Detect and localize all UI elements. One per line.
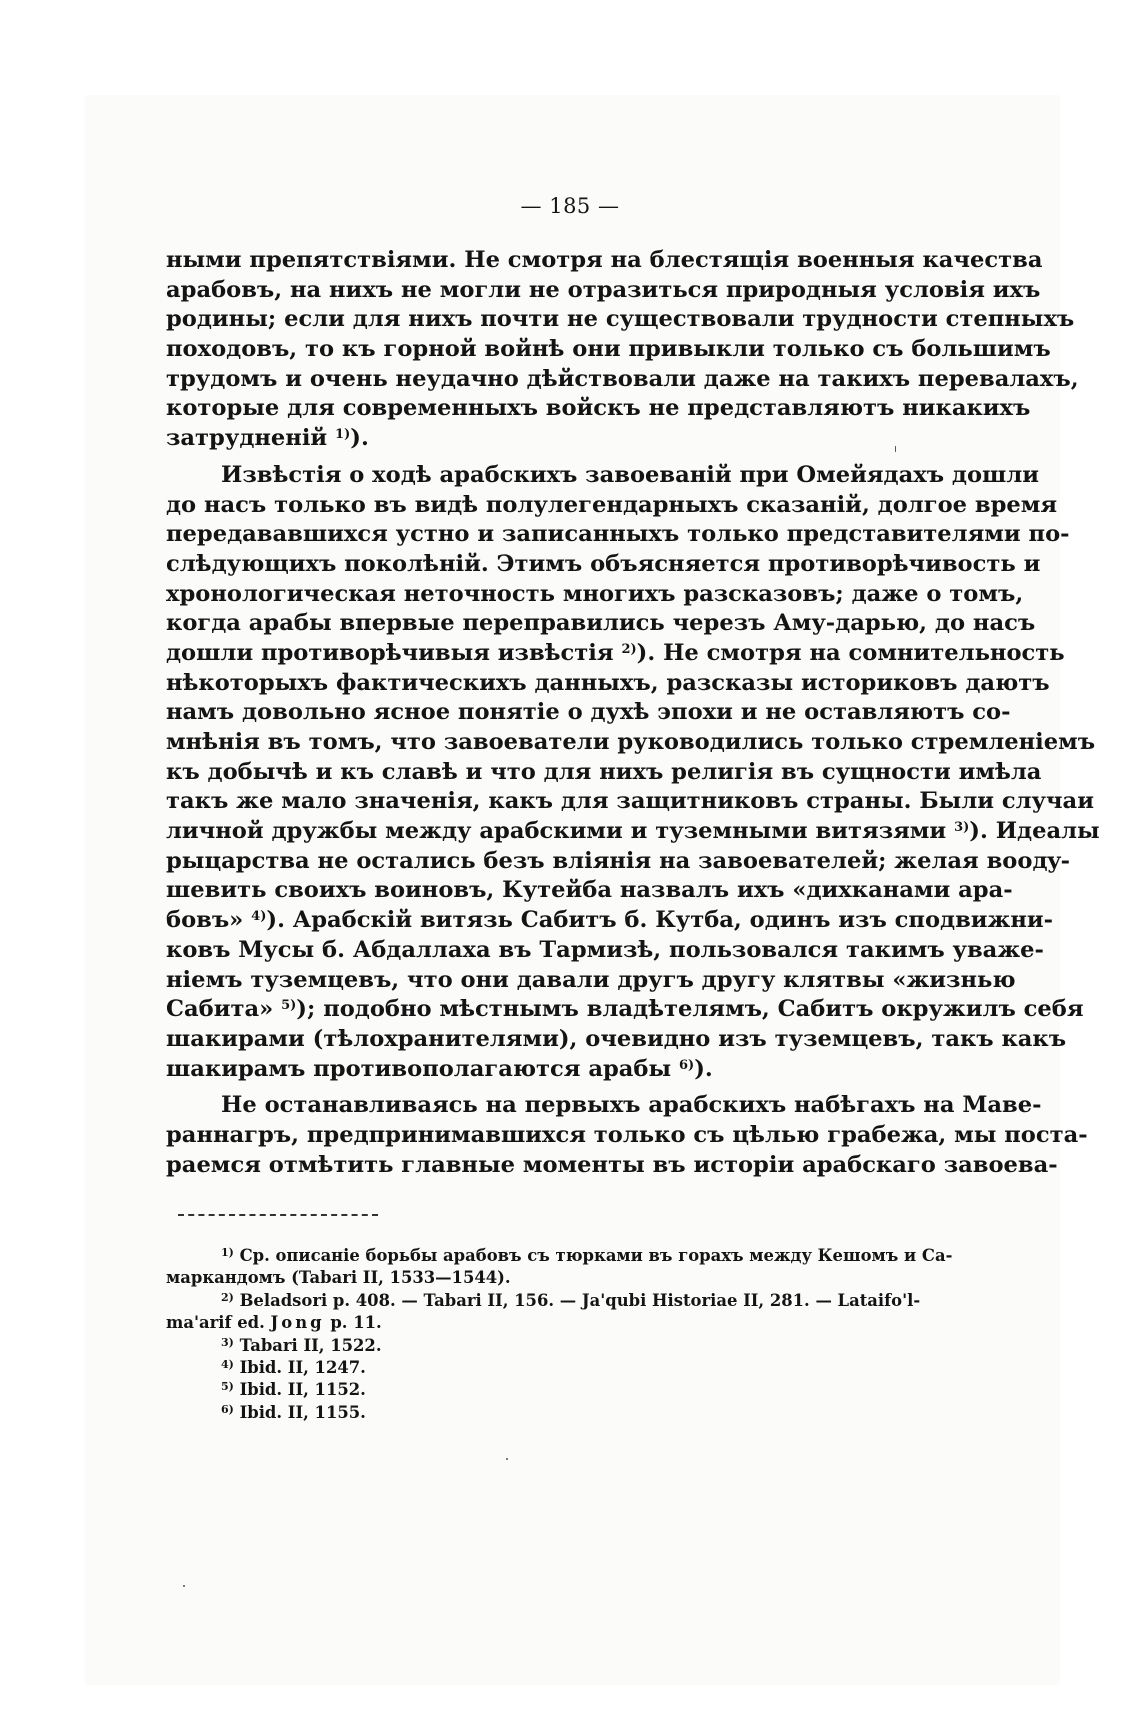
line-text: ). Идеалы xyxy=(969,818,1100,845)
footnote-text: Ibid. II, 1152. xyxy=(239,1380,366,1400)
footnote-3 xyxy=(166,1335,900,1357)
text-line xyxy=(166,639,1065,669)
footnote-ref-3[interactable]: 3) xyxy=(954,820,970,836)
footnote-mark: 3) xyxy=(221,1335,234,1349)
page-number: — 185 — xyxy=(520,194,620,218)
text-line: къ добычѣ и къ славѣ и что для нихъ религія въ сущности имѣла xyxy=(166,758,1042,785)
text-line: до насъ только въ видѣ полулегендарныхъ сказаній, долгое время xyxy=(166,491,1058,518)
text-line: нѣкоторыхъ фактическихъ данныхъ, разсказы историковъ даютъ xyxy=(166,669,1050,696)
line-text: ); подобно мѣстнымъ владѣтелямъ, Сабитъ окружилъ себя xyxy=(296,996,1084,1023)
footnote-5 xyxy=(166,1379,900,1401)
text-line: намъ довольно ясное понятіе о духѣ эпохи и не оставляютъ со- xyxy=(166,699,1011,726)
footnote-mark: 2) xyxy=(221,1290,234,1304)
text-line: шакирами (тѣлохранителями), очевидно изъ туземцевъ, такъ какъ xyxy=(166,1025,1067,1052)
footnote-text: p. 11. xyxy=(330,1313,382,1333)
footnote-ref-1[interactable]: 1) xyxy=(335,427,351,443)
author-name: Jong xyxy=(270,1313,325,1333)
line-text: затрудненій xyxy=(166,425,328,452)
text-line: походовъ, то къ горной войнѣ они привыкли только съ большимъ xyxy=(166,336,1051,363)
footnote-1 xyxy=(166,1245,953,1267)
line-text: ). xyxy=(350,425,369,452)
line-text: бовъ» xyxy=(166,907,244,934)
footnote-6 xyxy=(166,1402,900,1424)
text-line: раемся отмѣтить главные моменты въ исторіи арабскаго завоева- xyxy=(166,1151,1058,1178)
footnote-text: Tabari II, 1522. xyxy=(239,1335,382,1355)
footnote-text: Ibid. II, 1155. xyxy=(239,1402,366,1422)
footnote-ref-4[interactable]: 4) xyxy=(251,909,267,925)
text-line xyxy=(166,817,1100,847)
footnote-ref-6[interactable]: 6) xyxy=(679,1057,695,1073)
text-line: рыцарства не остались безъ вліянія на завоевателей; желая воодy- xyxy=(166,847,1071,874)
footnote-2 xyxy=(166,1290,921,1312)
footnote-mark: 6) xyxy=(221,1402,234,1416)
text-line xyxy=(166,424,900,454)
footnote-2-cont xyxy=(166,1312,900,1334)
footnote-text: Ср. описаніе борьбы арабовъ съ тюрками въ горахъ между Кешомъ и Са- xyxy=(239,1246,953,1265)
footnote-text: Ibid. II, 1247. xyxy=(239,1357,366,1377)
footnote-separator xyxy=(178,1214,378,1216)
line-text: ). Арабскій витязь Сабитъ б. Кутба, одинъ изъ сподвижни- xyxy=(266,907,1054,934)
scan-speck xyxy=(506,1458,508,1460)
text-line: которые для современныхъ войскъ не представляютъ никакихъ xyxy=(166,395,1031,422)
footnote-4 xyxy=(166,1357,900,1379)
text-line: ными препятствіями. Не смотря на блестящія военныя качества xyxy=(166,247,1043,273)
footnote-text: ma'arif ed. xyxy=(166,1313,265,1333)
text-line: мнѣнія въ томъ, что завоеватели руководились только стремленіемъ xyxy=(166,729,1096,755)
footnote-ref-2[interactable]: 2) xyxy=(621,641,637,657)
text-line: арабовъ, на нихъ не могли не отразиться природныя условія ихъ xyxy=(166,276,1041,303)
line-text: ). Не смотря на сомнительность xyxy=(636,639,1065,666)
text-line: слѣдующихъ поколѣній. Этимъ объясняется противорѣчивость и xyxy=(166,550,1041,577)
scan-speck xyxy=(183,1585,185,1587)
footnotes xyxy=(166,1245,953,1424)
text-line: Не останавливаясь на первыхъ арабскихъ набѣгахъ на Мавe- xyxy=(221,1092,1042,1119)
main-text xyxy=(166,246,1100,1180)
footnote-mark: 4) xyxy=(221,1357,234,1371)
footnote-text: Beladsori p. 408. — Tabari II, 156. — Ja'qubi Historiae II, 281. — Lataifo'l- xyxy=(239,1290,921,1310)
text-line: Извѣстія о ходѣ арабскихъ завоеваній при Омейядахъ дошли xyxy=(221,461,1040,488)
line-text: Сабита» xyxy=(166,996,274,1023)
footnote-mark: 5) xyxy=(221,1380,234,1394)
text-line: хронологическая неточность многихъ разсказовъ; даже о томъ, xyxy=(166,580,1024,607)
text-line: трудомъ и очень неудачно дѣйствовали даже на такихъ перевалахъ, xyxy=(166,365,1079,392)
line-text: личной дружбы между арабскими и туземными витязями xyxy=(166,818,947,845)
footnote-ref-5[interactable]: 5) xyxy=(281,998,297,1014)
text-line xyxy=(166,906,1054,936)
line-text: дошли противорѣчивыя извѣстія xyxy=(166,639,614,666)
text-line: родины; если для нихъ почти не существовали трудности степныхъ xyxy=(166,306,1075,333)
text-line xyxy=(166,995,1084,1025)
footnote-mark: 1) xyxy=(221,1246,234,1259)
text-line: ніемъ туземцевъ, что они давали другъ другу клятвы «жизнью xyxy=(166,966,1016,993)
text-line xyxy=(166,1055,900,1085)
text-line: ковъ Мусы б. Абдаллаха въ Тармизѣ, пользовался такимъ уваже- xyxy=(166,936,1044,963)
text-line: шевить своихъ воиновъ, Кутейба назвалъ ихъ «дихканами ара- xyxy=(166,877,1013,904)
line-text: ). xyxy=(694,1055,713,1082)
text-line: раннагръ, предпринимавшихся только съ цѣлью грабежа, мы поста- xyxy=(166,1121,1088,1148)
footnote-1-cont: маркандомъ (Tabari II, 1533—1544). xyxy=(166,1268,511,1288)
line-text: шакирамъ противополагаются арабы xyxy=(166,1055,672,1082)
scan-speck xyxy=(895,446,896,452)
text-line: такъ же мало значенія, какъ для защитниковъ страны. Были случаи xyxy=(166,788,1094,815)
text-line: когда арабы впервые переправились черезъ Аму-дарью, до насъ xyxy=(166,610,1036,637)
text-line: передававшихся устно и записанныхъ только представителями по- xyxy=(166,521,1070,548)
